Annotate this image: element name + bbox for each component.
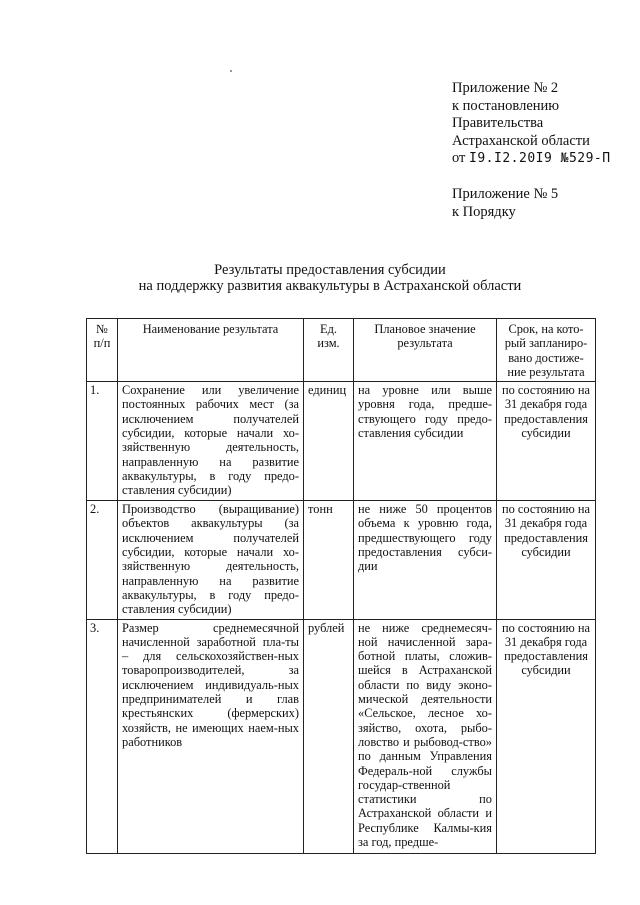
table-row <box>87 501 596 619</box>
table-row <box>87 382 596 501</box>
approval-date-value: I9.I2.20I9 №529-П <box>469 151 611 167</box>
row-planned: не ниже среднемесяч-ной начисленной зара-ботной платы, сложив-шейся в Астраханской области по виду эконо-мической деятельности «Сельское, лесное хо-зяйство, охота, рыбо-ловство и рыбовод-ство» по данным Управления Федераль-ной службы государ-ственной статистики по Астраханской области и Республике Калмы-кия за год, предше- <box>354 619 497 853</box>
row-deadline: по состоянию на 31 декабря года предоставления субсидии <box>497 382 596 501</box>
row-name: Размер среднемесячной начисленной заработной пла-ты – для сельскохозяйствен-ных товаропроизводителей, за исключением индивидуаль-ных предпринимателей и глав крестьянских (фермерских) хозяйств, не имеющих наем-ных работников <box>118 619 304 853</box>
header-unit: Ед. изм. <box>304 319 354 382</box>
header-planned: Плановое значение результата <box>354 319 497 382</box>
title-line: Результаты предоставления субсидии <box>214 262 446 278</box>
row-deadline: по состоянию на 31 декабря года предоставления субсидии <box>497 501 596 619</box>
header-name: Наименование результата <box>118 319 304 382</box>
approval-line: Правительства <box>452 115 544 132</box>
results-table <box>86 318 596 854</box>
table-header-row <box>87 319 596 382</box>
document-title <box>120 262 540 294</box>
row-deadline: по состоянию на 31 декабря года предоставления субсидии <box>497 619 596 853</box>
header-num: № п/п <box>87 319 118 382</box>
row-unit: единиц <box>304 382 354 501</box>
row-planned: не ниже 50 процентов объема к уровню года, предшествующего году предоставления субси-дии <box>354 501 497 619</box>
annex-line: к Порядку <box>452 203 516 220</box>
approval-line: к постановлению <box>452 97 560 114</box>
row-name: Сохранение или увеличение постоянных рабочих мест (за исключением получателей субсидии, которые начали хо-зяйственную деятельность, направленную на развитие аквакультуры, в году предо-ставления субсидии) <box>118 382 304 501</box>
approval-line: Астраханской области <box>452 132 590 149</box>
row-num: 2. <box>87 501 118 619</box>
row-num: 1. <box>87 382 118 501</box>
header-deadline: Срок, на кото-рый запланиро-вано достиже-ние результата <box>497 319 596 382</box>
row-unit: тонн <box>304 501 354 619</box>
approval-date-prefix: от <box>452 150 466 167</box>
row-num: 3. <box>87 619 118 853</box>
approval-line: Приложение № 2 <box>452 80 559 96</box>
row-name: Производство (выращивание) объектов аквакультуры (за исключением получателей субсидии, которые начали хо-зяйственную деятельность, направленную на развитие аквакультуры, в году предо-ставления субсидии) <box>118 501 304 619</box>
annex-line: Приложение № 5 <box>452 185 559 202</box>
row-planned: на уровне или выше уровня года, предше-ствующего году предо-ставления субсидии <box>354 382 497 501</box>
row-unit: рублей <box>304 619 354 853</box>
title-line: на поддержку развития аквакультуры в Астраханской области <box>138 278 522 294</box>
approval-date-line <box>452 150 632 168</box>
approval-block <box>452 80 632 221</box>
scan-speck <box>230 70 232 72</box>
table-row <box>87 619 596 853</box>
